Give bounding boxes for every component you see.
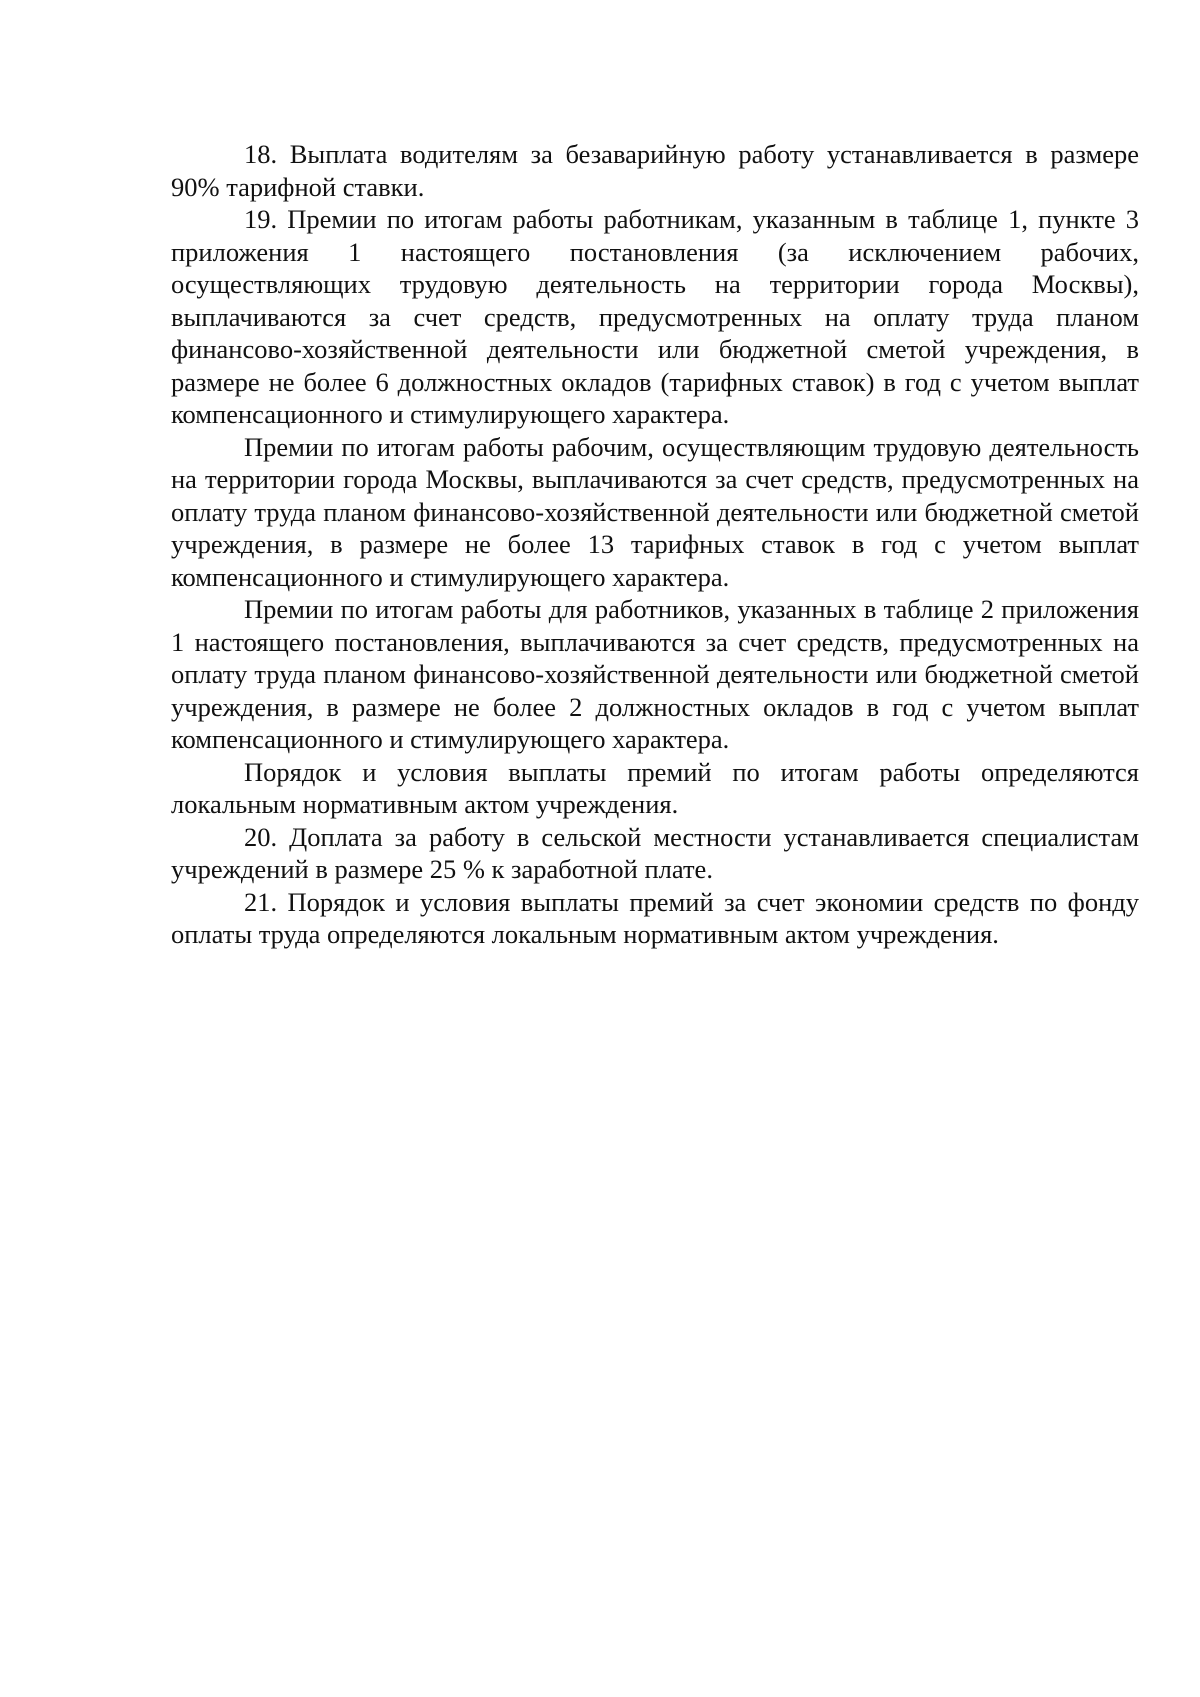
paragraph-bonus-procedure: Порядок и условия выплаты премий по итогам работы определяются локальным нормативным актом учреждения. xyxy=(171,756,1139,819)
paragraph-item-19: 19. Премии по итогам работы работникам, указанным в таблице 1, пункте 3 приложения 1 настоящего постановления (за исключением рабочих, осуществляющих трудовую деятельность на территории города Москвы), выплачиваются за счет средств, предусмотренных на оплату труда планом финансово-хозяйственной деятельности или бюджетной сметой учреждения, в размере не более 6 должностных окладов (тарифных ставок) в год с учетом выплат компенсационного и стимулирующего характера. xyxy=(171,204,1139,429)
paragraph-workers-bonus: Премии по итогам работы рабочим, осуществляющим трудовую деятельность на территории города Москвы, выплачиваются за счет средств, предусмотренных на оплату труда планом финансово-хозяйственной деятельности или бюджетной сметой учреждения, в размере не более 13 тарифных ставок в год с учетом выплат компенсационного и стимулирующего характера. xyxy=(171,431,1139,592)
document-body xyxy=(171,138,1139,951)
paragraph-item-18: 18. Выплата водителям за безаварийную работу устанавливается в размере 90% тарифной ставки. xyxy=(171,139,1139,202)
paragraph-table2-bonus: Премии по итогам работы для работников, указанных в таблице 2 приложения 1 настоящего постановления, выплачиваются за счет средств, предусмотренных на оплату труда планом финансово-хозяйственной деятельности или бюджетной сметой учреждения, в размере не более 2 должностных окладов в год с учетом выплат компенсационного и стимулирующего характера. xyxy=(171,594,1139,754)
paragraph-item-21: 21. Порядок и условия выплаты премий за счет экономии средств по фонду оплаты труда определяются локальным нормативным актом учреждения. xyxy=(171,886,1139,949)
paragraph-item-20: 20. Доплата за работу в сельской местности устанавливается специалистам учреждений в размере 25 % к заработной плате. xyxy=(171,821,1139,884)
